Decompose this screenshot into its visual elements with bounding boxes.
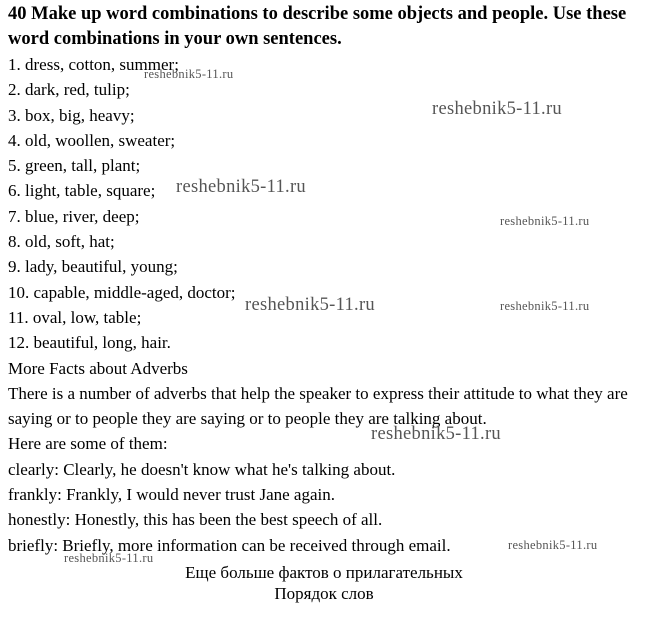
watermark-text: reshebnik5-11.ru bbox=[371, 424, 501, 444]
exercise-item: 10. capable, middle-aged, doctor; bbox=[8, 282, 236, 302]
watermark-text: reshebnik5-11.ru bbox=[144, 67, 234, 81]
watermark-text: reshebnik5-11.ru bbox=[64, 551, 154, 565]
watermark-text: reshebnik5-11.ru bbox=[245, 295, 375, 315]
exercise-item: 5. green, tall, plant; bbox=[8, 156, 141, 176]
footer-line-1: Еще больше фактов о прилагательных bbox=[185, 562, 463, 582]
exercise-item: 1. dress, cotton, summer; bbox=[8, 55, 179, 74]
adverb-example: briefly: Briefly, more information can be received through email. bbox=[8, 535, 451, 555]
watermark-text: reshebnik5-11.ru bbox=[500, 299, 590, 313]
watermark-text: reshebnik5-11.ru bbox=[176, 177, 306, 197]
exercise-item: 7. blue, river, deep; bbox=[8, 206, 140, 226]
adverbs-lead: Here are some of them: bbox=[8, 434, 168, 454]
watermark-text: reshebnik5-11.ru bbox=[500, 214, 590, 228]
adverb-example: clearly: Clearly, he doesn't know what he's talking about. bbox=[8, 459, 396, 479]
exercise-item: 3. box, big, heavy; bbox=[8, 105, 135, 125]
exercise-item: 4. old, woollen, sweater; bbox=[8, 130, 176, 150]
footer-line-2: Порядок слов bbox=[274, 583, 374, 603]
adverbs-intro: There is a number of adverbs that help the speaker to express their attitude to what they are saying or to people they are saying or to people they are talking about. bbox=[8, 383, 628, 429]
watermark-text: reshebnik5-11.ru bbox=[432, 99, 562, 119]
adverb-example: honestly: Honestly, this has been the best speech of all. bbox=[8, 510, 383, 530]
watermark-text: reshebnik5-11.ru bbox=[508, 538, 598, 552]
adverbs-heading: More Facts about Adverbs bbox=[8, 358, 188, 378]
exercise-item: 12. beautiful, long, hair. bbox=[8, 333, 171, 353]
exercise-title: 40 Make up word combinations to describe some objects and people. Use these word combinations in your own sentences. bbox=[8, 4, 627, 49]
exercise-item: 9. lady, beautiful, young; bbox=[8, 257, 178, 277]
adverb-example: frankly: Frankly, I would never trust Jane again. bbox=[8, 485, 336, 505]
exercise-item: 2. dark, red, tulip; bbox=[8, 80, 130, 100]
exercise-item: 6. light, table, square; bbox=[8, 181, 156, 201]
exercise-item: 11. oval, low, table; bbox=[8, 307, 142, 327]
exercise-item: 8. old, soft, hat; bbox=[8, 232, 115, 252]
